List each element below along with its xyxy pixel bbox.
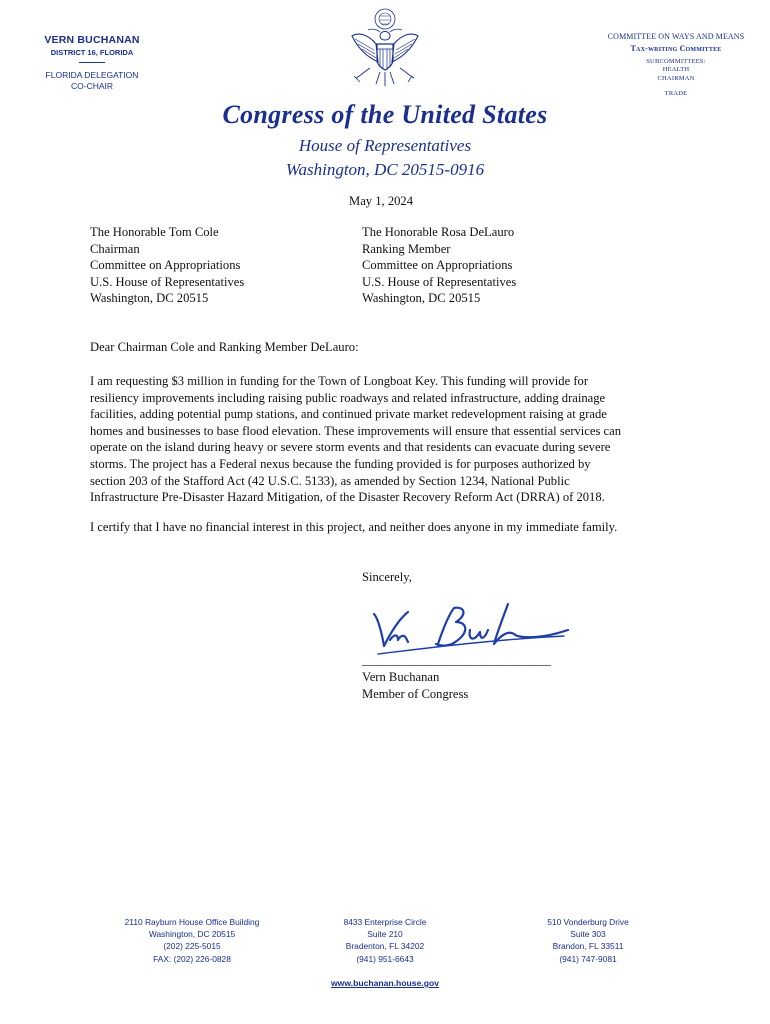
great-seal-eagle-logo [340, 6, 430, 98]
delegation-line: FLORIDA DELEGATION [45, 70, 139, 80]
body-paragraph-certification: I certify that I have no financial interest in this project, and neither does anyone in my immediate family. [90, 520, 618, 534]
committee-block [590, 32, 762, 98]
address-line: Washington, DC 20515 [90, 291, 209, 306]
address-line: Committee on Appropriations [90, 258, 241, 273]
address-line: U.S. House of Representatives [90, 274, 245, 289]
footer-office-brandon [503, 916, 673, 965]
body-paragraph-request [90, 373, 688, 506]
paragraph-line: resiliency improvements including raising public roadways and related infrastructure, adding drainage [90, 390, 606, 405]
footer-line: 510 Vonderburg Drive [547, 917, 629, 927]
address-line: Ranking Member [362, 241, 451, 256]
subcommittee-trade: TRADE [664, 90, 688, 97]
paragraph-line: storms. The project has a Federal nexus because the funding provided is for purposes authorized by [90, 456, 591, 471]
footer-line: 8433 Enterprise Circle [343, 917, 427, 927]
address-line: The Honorable Tom Cole [90, 225, 219, 239]
committee-subtitle: Tax-writing Committee [630, 44, 722, 53]
congress-title: Congress of the United States [222, 100, 548, 129]
paragraph-line: operate on the island during heavy or severe storm events and that residents can evacuate during severe [90, 440, 611, 455]
closing: Sincerely, [362, 570, 412, 584]
representative-block [22, 34, 162, 92]
footer-line: Washington, DC 20515 [148, 929, 236, 940]
house-title: House of Representatives [298, 136, 472, 155]
footer-line: Suite 210 [367, 929, 403, 940]
subcommittee-health: HEALTH [662, 66, 690, 73]
subcommittees-label: SUBCOMMITTEES: [646, 58, 706, 65]
address-line: Washington, DC 20515 [362, 291, 481, 306]
paragraph-line: homes and businesses to base flood elevation. These improvements will ensure that essential services can [90, 423, 622, 438]
footer-office-dc [107, 916, 277, 965]
footer-line: Suite 303 [570, 929, 606, 940]
paragraph-line: Infrastructure Pre-Disaster Hazard Mitigation, of the Disaster Recovery Reform Act (DRRA) of 2018. [90, 490, 605, 505]
footer-line: (941) 747-9081 [559, 953, 617, 964]
delegation-role [22, 70, 162, 92]
website-link[interactable]: www.buchanan.house.gov [330, 978, 440, 988]
subcommittee-role: CHAIRMAN [657, 75, 695, 82]
letter-date: May 1, 2024 [349, 194, 414, 208]
footer-office-bradenton [300, 916, 470, 965]
signer-block [362, 669, 468, 702]
footer-line: Brandon, FL 33511 [552, 941, 624, 952]
footer-line: 2110 Rayburn House Office Building [124, 917, 260, 927]
footer-line: (202) 225-5015 [163, 941, 221, 952]
address-line: Committee on Appropriations [362, 258, 513, 273]
salutation: Dear Chairman Cole and Ranking Member DeLauro: [90, 340, 359, 354]
footer-line: Bradenton, FL 34202 [345, 941, 425, 952]
footer-line: (941) 951-6643 [356, 953, 414, 964]
address-line: The Honorable Rosa DeLauro [362, 225, 515, 239]
signer-name: Vern Buchanan [362, 670, 440, 684]
representative-name: VERN BUCHANAN [44, 34, 140, 46]
office-address: Washington, DC 20515-0916 [285, 160, 485, 179]
divider [79, 62, 105, 63]
paragraph-line: I am requesting $3 million in funding for the Town of Longboat Key. This funding will provide for [90, 374, 589, 388]
footer-line: FAX: (202) 226-0828 [153, 953, 231, 964]
paragraph-line: facilities, adding potential pump stations, and continued private market redevelopment raising at grade [90, 407, 607, 422]
committee-name: COMMITTEE ON WAYS AND MEANS [607, 32, 745, 41]
delegation-line: CO-CHAIR [70, 81, 114, 91]
signer-title: Member of Congress [362, 686, 469, 701]
address-line: U.S. House of Representatives [362, 274, 517, 289]
recipient-address-right [362, 224, 516, 307]
address-line: Chairman [90, 241, 140, 256]
signature-line: ______________________________ [362, 653, 551, 667]
recipient-address-left [90, 224, 244, 307]
paragraph-line: section 203 of the Stafford Act (42 U.S.C. 5133), as amended by Section 1234, National Public [90, 473, 570, 488]
district-label: DISTRICT 16, FLORIDA [50, 48, 134, 57]
